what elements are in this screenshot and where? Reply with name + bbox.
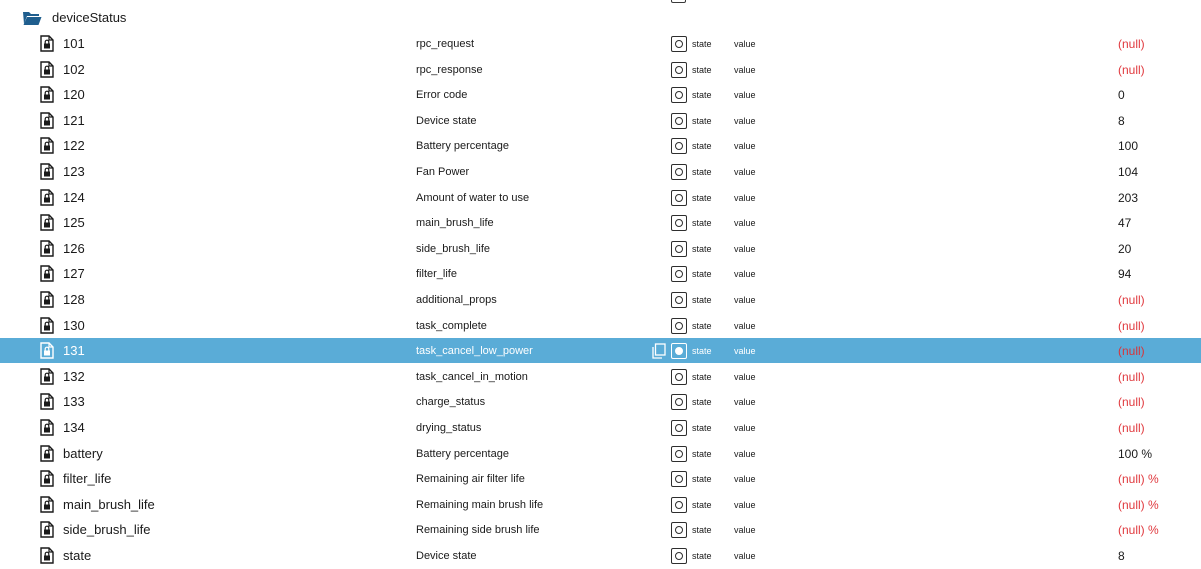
state-value[interactable]: (null) <box>1118 63 1145 77</box>
state-name: rpc_response <box>416 64 483 76</box>
state-row-123[interactable] <box>0 159 1201 184</box>
state-row-128[interactable] <box>0 287 1201 312</box>
state-row-121[interactable] <box>0 108 1201 133</box>
state-row-127[interactable] <box>0 261 1201 286</box>
state-type: value <box>734 116 756 126</box>
state-value[interactable]: 8 <box>1118 114 1125 128</box>
state-dot-icon <box>675 66 683 74</box>
locked-file-icon <box>40 112 54 129</box>
state-role: state <box>692 167 712 177</box>
state-id: 126 <box>63 241 85 256</box>
state-dot-icon <box>675 398 683 406</box>
state-dot-icon <box>675 450 683 458</box>
locked-file-icon <box>40 35 54 52</box>
state-row-124[interactable] <box>0 185 1201 210</box>
state-icon[interactable] <box>671 394 687 410</box>
state-role: state <box>692 193 712 203</box>
state-type: value <box>734 269 756 279</box>
state-name: task_complete <box>416 320 487 332</box>
locked-file-icon <box>40 368 54 385</box>
state-role: state <box>692 90 712 100</box>
state-name: drying_status <box>416 422 482 434</box>
state-value[interactable]: (null) <box>1118 37 1145 51</box>
locked-file-icon <box>40 445 54 462</box>
state-name: Battery percentage <box>416 140 509 152</box>
copy-icon[interactable] <box>651 343 666 359</box>
state-dot-icon <box>675 219 683 227</box>
state-role: state <box>692 269 712 279</box>
state-icon[interactable] <box>671 369 687 385</box>
state-dot-icon <box>675 194 683 202</box>
state-dot-icon <box>675 501 683 509</box>
state-role: state <box>692 449 712 459</box>
folder-label: deviceStatus <box>52 10 127 25</box>
state-dot-icon <box>675 475 683 483</box>
locked-file-icon <box>40 291 54 308</box>
state-value[interactable]: 47 <box>1118 216 1132 230</box>
state-id: 132 <box>63 369 85 384</box>
state-icon[interactable] <box>671 548 687 564</box>
state-dot-icon <box>675 347 683 355</box>
locked-file-icon <box>40 265 54 282</box>
state-icon[interactable] <box>671 190 687 206</box>
state-dot-icon <box>675 552 683 560</box>
state-id: 133 <box>63 394 85 409</box>
state-id: state <box>63 548 92 563</box>
state-icon[interactable] <box>671 215 687 231</box>
state-icon[interactable] <box>671 0 686 3</box>
state-icon[interactable] <box>671 497 687 513</box>
state-role: state <box>692 397 712 407</box>
state-id: main_brush_life <box>63 497 155 512</box>
state-role: state <box>692 244 712 254</box>
state-row-side-brush-life[interactable] <box>0 517 1201 542</box>
state-icon[interactable] <box>671 138 687 154</box>
state-dot-icon <box>675 424 683 432</box>
state-type: value <box>734 65 756 75</box>
state-dot-icon <box>675 117 683 125</box>
state-value[interactable]: 8 <box>1118 549 1125 563</box>
locked-file-icon <box>40 163 54 180</box>
state-role: state <box>692 372 712 382</box>
state-id: 134 <box>63 420 85 435</box>
state-role: state <box>692 500 712 510</box>
state-type: value <box>734 167 756 177</box>
state-name: Device state <box>416 115 477 127</box>
state-row-131[interactable] <box>0 338 1201 363</box>
state-role: state <box>692 551 712 561</box>
state-name: Device state <box>416 550 477 562</box>
locked-file-icon <box>40 137 54 154</box>
state-id: 127 <box>63 266 85 281</box>
state-id: filter_life <box>63 471 112 486</box>
locked-file-icon <box>40 419 54 436</box>
state-role: state <box>692 423 712 433</box>
partial-row <box>0 0 1201 4</box>
state-name: main_brush_life <box>416 217 494 229</box>
state-row-122[interactable] <box>0 133 1201 158</box>
state-name: filter_life <box>416 268 457 280</box>
state-icon[interactable] <box>671 113 687 129</box>
state-role: state <box>692 346 712 356</box>
state-value[interactable]: 104 <box>1118 165 1139 179</box>
locked-file-icon <box>40 189 54 206</box>
locked-file-icon <box>40 240 54 257</box>
state-value[interactable]: (null) <box>1118 370 1145 384</box>
state-icon[interactable] <box>671 318 687 334</box>
state-name: side_brush_life <box>416 243 490 255</box>
state-value[interactable]: (null) <box>1118 344 1145 358</box>
state-role: state <box>692 65 712 75</box>
state-id: 125 <box>63 215 85 230</box>
state-icon[interactable] <box>671 420 687 436</box>
state-type: value <box>734 218 756 228</box>
state-dot-icon <box>675 245 683 253</box>
state-name: Error code <box>416 89 468 101</box>
state-dot-icon <box>675 91 683 99</box>
state-icon[interactable] <box>671 36 687 52</box>
state-role: state <box>692 474 712 484</box>
state-value[interactable]: 100 % <box>1118 447 1153 461</box>
locked-file-icon <box>40 393 54 410</box>
state-icon[interactable] <box>671 164 687 180</box>
state-value[interactable]: (null) <box>1118 293 1145 307</box>
state-row-filter-life[interactable] <box>0 466 1201 491</box>
state-type: value <box>734 397 756 407</box>
state-icon[interactable] <box>671 87 687 103</box>
state-type: value <box>734 551 756 561</box>
state-role: state <box>692 39 712 49</box>
state-icon[interactable] <box>671 266 687 282</box>
state-type: value <box>734 423 756 433</box>
state-id: 120 <box>63 87 85 102</box>
state-dot-icon <box>675 322 683 330</box>
state-icon[interactable] <box>671 522 687 538</box>
state-row-132[interactable] <box>0 364 1201 389</box>
state-id: battery <box>63 446 103 461</box>
state-id: side_brush_life <box>63 522 151 537</box>
state-type: value <box>734 39 756 49</box>
state-dot-icon <box>675 142 683 150</box>
state-value[interactable]: 20 <box>1118 242 1132 256</box>
state-value[interactable]: (null) <box>1118 395 1145 409</box>
state-name: rpc_request <box>416 38 475 50</box>
state-name: Fan Power <box>416 166 470 178</box>
state-name: Remaining side brush life <box>416 524 540 536</box>
state-name: additional_props <box>416 294 497 306</box>
state-role: state <box>692 525 712 535</box>
state-role: state <box>692 321 712 331</box>
state-name: task_cancel_low_power <box>416 345 533 357</box>
state-icon[interactable] <box>671 62 687 78</box>
folder-row-devicestatus[interactable] <box>0 6 1201 30</box>
state-value[interactable]: 203 <box>1118 191 1139 205</box>
state-dot-icon <box>675 168 683 176</box>
state-value[interactable]: (null) <box>1118 421 1145 435</box>
state-id: 128 <box>63 292 85 307</box>
state-row-102[interactable] <box>0 57 1201 82</box>
state-value[interactable]: (null) % <box>1118 498 1159 512</box>
state-role: state <box>692 218 712 228</box>
locked-file-icon <box>40 547 54 564</box>
state-type: value <box>734 321 756 331</box>
state-id: 124 <box>63 190 85 205</box>
state-icon[interactable] <box>671 292 687 308</box>
state-type: value <box>734 525 756 535</box>
state-row-130[interactable] <box>0 313 1201 338</box>
locked-file-icon <box>40 342 54 359</box>
state-value[interactable]: (null) <box>1118 319 1145 333</box>
state-row-126[interactable] <box>0 236 1201 261</box>
state-value[interactable]: (null) % <box>1118 523 1159 537</box>
state-row-120[interactable] <box>0 82 1201 107</box>
state-id: 101 <box>63 36 85 51</box>
state-type: value <box>734 474 756 484</box>
state-dot-icon <box>675 296 683 304</box>
locked-file-icon <box>40 86 54 103</box>
state-id: 102 <box>63 62 85 77</box>
state-type: value <box>734 449 756 459</box>
state-type: value <box>734 295 756 305</box>
state-role: state <box>692 141 712 151</box>
state-id: 121 <box>63 113 85 128</box>
state-id: 131 <box>63 343 85 358</box>
folder-open-icon[interactable] <box>22 10 42 26</box>
state-name: charge_status <box>416 396 486 408</box>
state-name: task_cancel_in_motion <box>416 371 528 383</box>
state-type: value <box>734 193 756 203</box>
state-type: value <box>734 141 756 151</box>
locked-file-icon <box>40 496 54 513</box>
locked-file-icon <box>40 214 54 231</box>
state-value[interactable]: 0 <box>1118 88 1125 102</box>
state-name: Amount of water to use <box>416 192 530 204</box>
state-icon[interactable] <box>671 471 687 487</box>
state-dot-icon <box>675 526 683 534</box>
state-type: value <box>734 90 756 100</box>
state-role: state <box>692 116 712 126</box>
state-row-125[interactable] <box>0 210 1201 235</box>
state-type: value <box>734 372 756 382</box>
state-name: Battery percentage <box>416 448 509 460</box>
state-dot-icon <box>675 270 683 278</box>
state-icon[interactable] <box>671 343 687 359</box>
locked-file-icon <box>40 61 54 78</box>
state-icon[interactable] <box>671 446 687 462</box>
state-row-101[interactable] <box>0 31 1201 56</box>
state-type: value <box>734 244 756 254</box>
state-row-134[interactable] <box>0 415 1201 440</box>
state-value[interactable]: 100 <box>1118 139 1139 153</box>
locked-file-icon <box>40 470 54 487</box>
state-dot-icon <box>675 373 683 381</box>
locked-file-icon <box>40 521 54 538</box>
state-dot-icon <box>675 40 683 48</box>
state-row-main-brush-life[interactable] <box>0 492 1201 517</box>
state-type: value <box>734 346 756 356</box>
state-name: Remaining main brush life <box>416 499 544 511</box>
state-row-133[interactable] <box>0 389 1201 414</box>
state-id: 123 <box>63 164 85 179</box>
state-name: Remaining air filter life <box>416 473 525 485</box>
state-type: value <box>734 500 756 510</box>
state-value[interactable]: (null) % <box>1118 472 1159 486</box>
state-id: 122 <box>63 138 85 153</box>
state-value[interactable]: 94 <box>1118 267 1132 281</box>
state-row-battery[interactable] <box>0 441 1201 466</box>
state-row-state[interactable] <box>0 543 1201 568</box>
state-role: state <box>692 295 712 305</box>
state-id: 130 <box>63 318 85 333</box>
state-icon[interactable] <box>671 241 687 257</box>
locked-file-icon <box>40 317 54 334</box>
